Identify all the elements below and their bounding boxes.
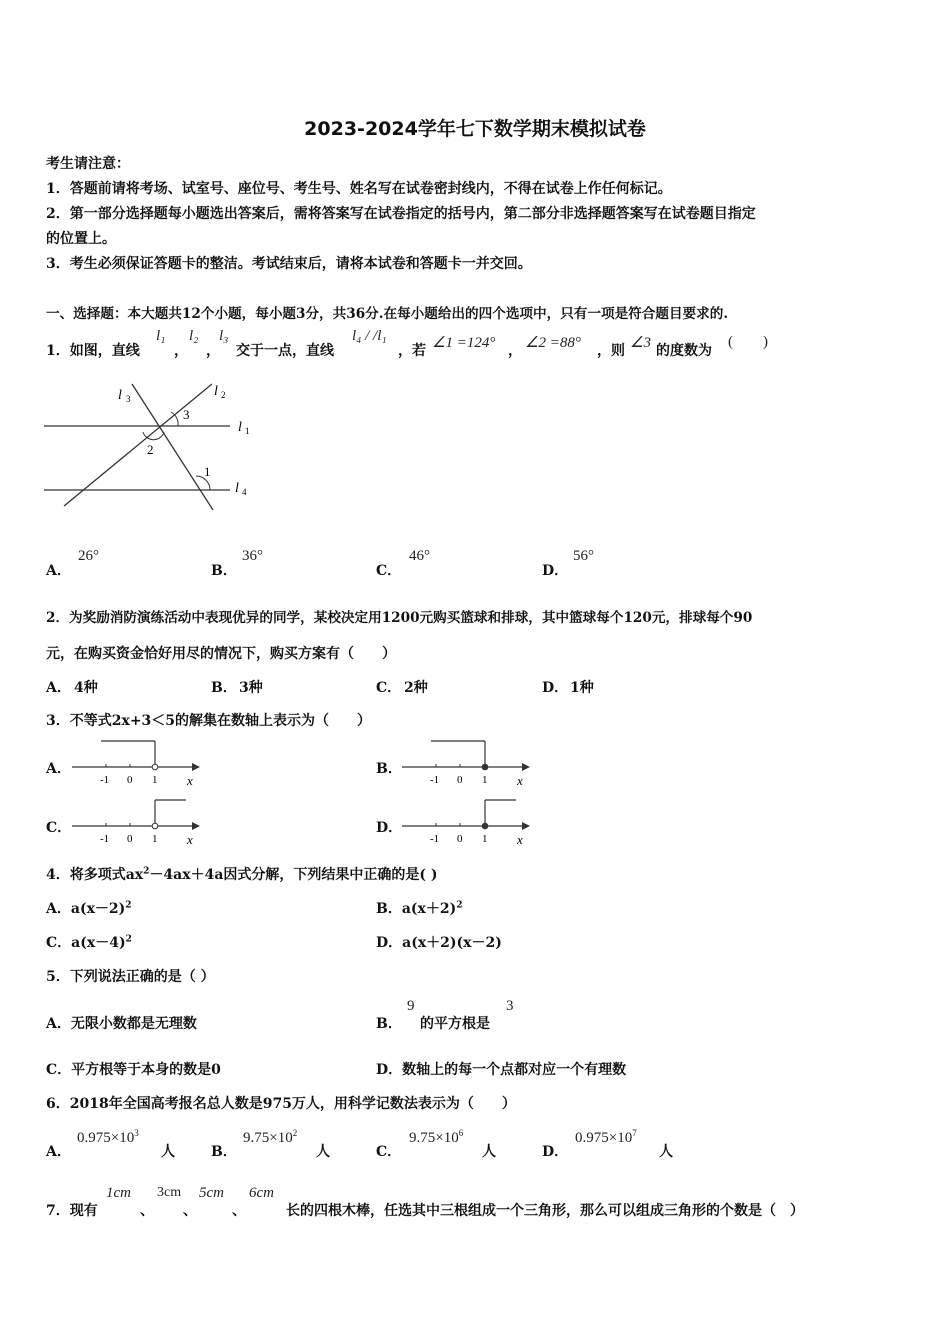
- notice-line-2-cont: 的位置上。: [46, 231, 116, 247]
- q6-option-b-exp: 2: [292, 1128, 298, 1138]
- q3-option-b-numberline: [398, 738, 538, 790]
- q2-option-c-value: 2种: [404, 680, 428, 696]
- axis-label: x: [187, 773, 193, 788]
- q1-option-c-value: 46°: [409, 548, 430, 564]
- q7-length-3: 5cm: [199, 1185, 224, 1201]
- fig-label-l3: l: [118, 388, 122, 403]
- q3-option-c-letter[interactable]: C．: [46, 820, 72, 836]
- q7-length-1: 1cm: [106, 1185, 131, 1201]
- q7-length-4: 6cm: [249, 1185, 274, 1201]
- q2-option-d-letter[interactable]: D．: [542, 680, 569, 696]
- q2-option-b-value: 3种: [239, 680, 263, 696]
- q3-option-c-numberline: [68, 797, 208, 849]
- q2-option-d-value: 1种: [570, 680, 594, 696]
- fig-angle-1: 1: [204, 464, 211, 479]
- q6-option-d-letter[interactable]: D．: [542, 1144, 569, 1160]
- notice-heading: 考生请注意：: [46, 156, 130, 172]
- q6-option-b-value: [243, 1128, 297, 1147]
- q6-option-a-unit: 人: [161, 1144, 175, 1160]
- q6-stem: 6．2018年全国高考报名总人数是975万人，用科学记数法表示为（ ）: [46, 1096, 516, 1112]
- q1-sep-1: ，: [174, 343, 188, 359]
- q6-option-c-value: [409, 1128, 463, 1147]
- q4-option-b[interactable]: [376, 898, 463, 918]
- q5-option-b-num2: 3: [506, 998, 514, 1014]
- q6-option-c-base: 9.75×10: [409, 1130, 459, 1146]
- tick-label: -1: [430, 774, 440, 786]
- q1-option-b-letter[interactable]: B．: [211, 563, 237, 579]
- page-title: 2023-2024学年七下数学期末模拟试卷: [304, 118, 646, 140]
- fig-label-l2-sub: 2: [221, 390, 226, 400]
- q1-line-l3: l₃: [219, 328, 229, 344]
- q6-option-c-unit: 人: [482, 1144, 496, 1160]
- q6-option-d-base: 0.975×10: [575, 1130, 633, 1146]
- q4-stem: [46, 864, 438, 884]
- q2-option-a-letter[interactable]: A．: [46, 680, 71, 696]
- fig-label-l2: l: [214, 384, 218, 399]
- q4-option-d-value: a(x＋2)(x－2): [402, 935, 502, 951]
- axis-label: x: [517, 832, 523, 847]
- q3-option-d-numberline: [398, 797, 538, 849]
- q1-option-a-value: 26°: [78, 548, 99, 564]
- q1-angle-3: ∠3: [630, 335, 651, 351]
- q4-option-a-sup: 2: [125, 900, 132, 911]
- tick-label: 0: [457, 774, 463, 786]
- q3-option-a-numberline: [68, 738, 208, 790]
- q4-stem-sup: 2: [143, 866, 150, 877]
- q4-option-a[interactable]: [46, 898, 132, 918]
- tick-label: -1: [430, 833, 440, 845]
- q7-stem-end: 长的四根木棒，任选其中三根组成一个三角形，那么可以组成三角形的个数是（ ）: [286, 1203, 804, 1219]
- q6-option-a-base: 0.975×10: [77, 1130, 135, 1146]
- q3-option-d-letter[interactable]: D．: [376, 820, 403, 836]
- q7-length-2: 3cm: [157, 1185, 182, 1200]
- tick-label: 1: [482, 833, 488, 845]
- q5-option-b-num1: 9: [407, 998, 415, 1014]
- q1-angle-2: ∠2 =88°: [525, 335, 581, 351]
- q4-option-d-letter: D．: [376, 935, 403, 951]
- fig-label-l1-sub: 1: [245, 426, 250, 436]
- q1-stem-mid: 交于一点，直线: [236, 343, 334, 359]
- q4-option-d[interactable]: [376, 932, 502, 952]
- q1-option-d-value: 56°: [573, 548, 594, 564]
- q4-option-c[interactable]: [46, 932, 132, 952]
- q6-option-d-value: [575, 1128, 637, 1147]
- q2-option-c-letter[interactable]: C．: [376, 680, 402, 696]
- q6-option-a-letter[interactable]: A．: [46, 1144, 71, 1160]
- q7-sep-1: 、: [140, 1203, 154, 1219]
- q6-option-c-letter[interactable]: C．: [376, 1144, 402, 1160]
- q1-answer-paren: ( ): [728, 334, 768, 350]
- q6-option-b-unit: 人: [316, 1144, 330, 1160]
- q1-stem-end: 的度数为: [656, 343, 712, 359]
- q1-stem-start: 1．如图，直线: [46, 343, 140, 359]
- q6-option-a-value: [77, 1128, 139, 1147]
- q1-option-d-letter[interactable]: D．: [542, 563, 569, 579]
- q6-option-d-unit: 人: [659, 1144, 673, 1160]
- fig-line-l3: [132, 384, 213, 510]
- tick-label: -1: [100, 833, 110, 845]
- tick-label: -1: [100, 774, 110, 786]
- q4-option-b-value: a(x＋2): [401, 901, 457, 917]
- q1-figure: [40, 372, 270, 517]
- q6-option-b-letter[interactable]: B．: [211, 1144, 237, 1160]
- fig-label-l4-sub: 4: [242, 487, 247, 497]
- q4-option-a-value: a(x－2): [70, 901, 126, 917]
- q1-parallel: l₄ / /l₁: [352, 328, 387, 344]
- q6-option-d-exp: 7: [632, 1128, 637, 1138]
- tick-label: 0: [127, 833, 133, 845]
- notice-line-2: 2．第一部分选择题每小题选出答案后，需将答案写在试卷指定的括号内，第二部分非选择题答案写在试卷题目指定: [46, 206, 756, 222]
- fig-label-l4: l: [235, 481, 239, 496]
- tick-label: 1: [152, 833, 158, 845]
- q5-option-b-text: 的平方根是: [420, 1016, 490, 1032]
- q4-stem-a: 4．将多项式ax: [46, 867, 144, 883]
- q4-option-a-letter: A．: [46, 901, 71, 917]
- axis-label: x: [187, 832, 193, 847]
- q5-option-a[interactable]: A．无限小数都是无理数: [46, 1016, 197, 1032]
- q1-stem-if: ，若: [398, 343, 426, 359]
- notice-line-1: 1．答题前请将考场、试室号、座位号、考生号、姓名写在试卷密封线内，不得在试卷上作任何标记。: [46, 181, 672, 197]
- tick-label: 0: [127, 774, 133, 786]
- q3-option-a-letter[interactable]: A．: [46, 761, 71, 777]
- section-heading: 一、选择题：本大题共12个小题，每小题3分，共36分.在每小题给出的四个选项中，只有一项是符合题目要求的.: [46, 306, 729, 322]
- q1-option-a-letter[interactable]: A．: [46, 563, 71, 579]
- q6-option-b-base: 9.75×10: [243, 1130, 293, 1146]
- fig-label-l1: l: [238, 420, 242, 435]
- q4-option-b-letter: B．: [376, 901, 402, 917]
- tick-label: 0: [457, 833, 463, 845]
- q1-line-l1: l₁: [156, 328, 166, 344]
- q1-sep-2: ，: [206, 343, 220, 359]
- q4-option-c-sup: 2: [125, 934, 132, 945]
- q4-stem-b: －4ax＋4a因式分解，下列结果中正确的是( ): [149, 867, 438, 883]
- q4-option-c-letter: C．: [46, 935, 72, 951]
- q1-line-l2: l₂: [189, 328, 199, 344]
- fig-angle-3: 3: [183, 407, 190, 422]
- q1-sep-3: ，: [508, 343, 522, 359]
- q2-option-b-letter[interactable]: B．: [211, 680, 237, 696]
- fig-angle-2: 2: [147, 442, 154, 457]
- q7-sep-2: 、: [183, 1203, 197, 1219]
- q5-stem: 5．下列说法正确的是（ ）: [46, 969, 215, 985]
- q5-option-d[interactable]: D．数轴上的每一个点都对应一个有理数: [376, 1062, 627, 1078]
- q4-option-c-value: a(x－4): [71, 935, 126, 951]
- q1-option-c-letter[interactable]: C．: [376, 563, 402, 579]
- fig-label-l3-sub: 3: [126, 394, 131, 404]
- tick-label: 1: [152, 774, 158, 786]
- q1-angle-1: ∠1 =124°: [432, 335, 496, 351]
- fig-line-l2: [64, 384, 212, 506]
- q7-sep-3: 、: [232, 1203, 246, 1219]
- q5-option-c[interactable]: C．平方根等于本身的数是0: [46, 1062, 221, 1078]
- q2-stem-line-2: 元，在购买资金恰好用尽的情况下，购买方案有（ ）: [46, 646, 396, 662]
- q5-option-b-letter[interactable]: B．: [376, 1016, 402, 1032]
- q3-stem: 3．不等式2x+3＜5的解集在数轴上表示为（ ）: [46, 713, 372, 729]
- q6-option-a-exp: 3: [134, 1128, 139, 1138]
- q2-option-a-value: 4种: [74, 680, 98, 696]
- notice-line-3: 3．考生必须保证答题卡的整洁。考试结束后，请将本试卷和答题卡一并交回。: [46, 256, 532, 272]
- q1-stem-then: ，则: [597, 343, 625, 359]
- axis-label: x: [517, 773, 523, 788]
- q3-option-b-letter[interactable]: B．: [376, 761, 402, 777]
- q1-option-b-value: 36°: [242, 548, 263, 564]
- q6-option-c-exp: 6: [458, 1128, 464, 1138]
- q7-stem-start: 7．现有: [46, 1203, 98, 1219]
- q2-stem-line-1: 2．为奖励消防演练活动中表现优异的同学，某校决定用1200元购买篮球和排球，其中篮球每个120元，排球每个90: [46, 610, 753, 626]
- tick-label: 1: [482, 774, 488, 786]
- q4-option-b-sup: 2: [456, 900, 463, 911]
